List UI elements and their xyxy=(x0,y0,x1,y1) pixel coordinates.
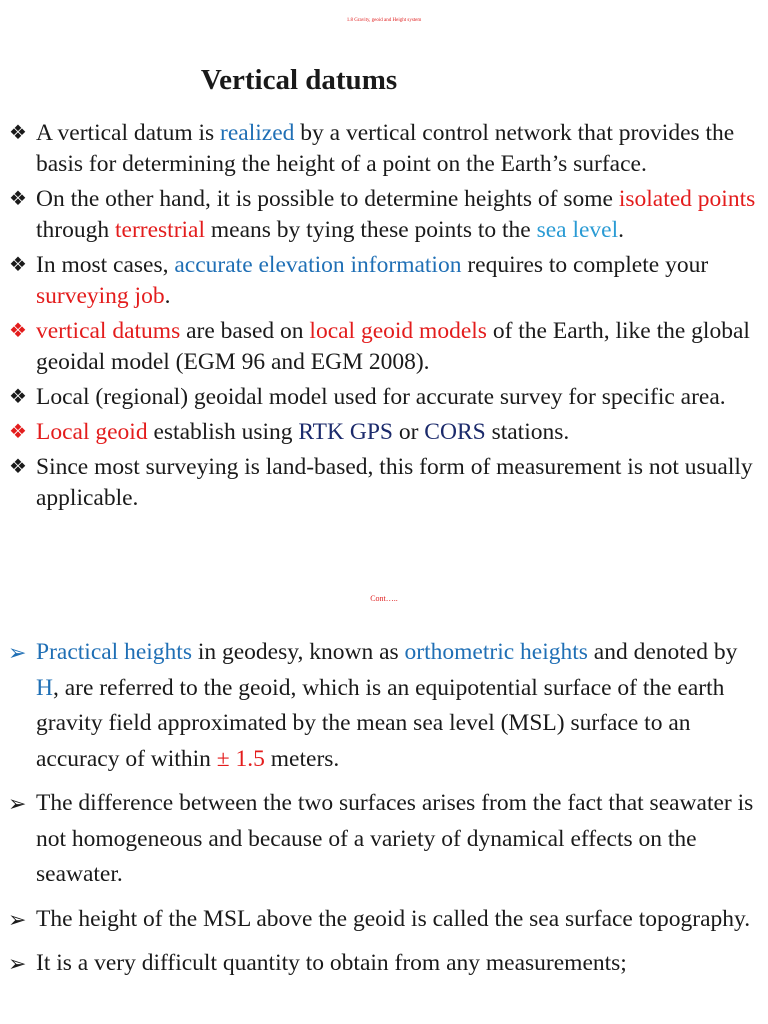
bullet-text: RTK GPS xyxy=(298,419,393,445)
bullet-text: means by tying these points to the xyxy=(205,217,537,243)
bullet-text: in geodesy, known as xyxy=(191,639,405,665)
bullet-text: realized xyxy=(220,120,295,146)
slide-title: Vertical datums xyxy=(200,64,398,96)
bullet-item xyxy=(0,452,756,514)
bullet-item xyxy=(0,316,756,378)
bullet-text: surveying job xyxy=(36,283,165,309)
diamond-bullet-icon: ❖ xyxy=(9,421,27,443)
bullet-item xyxy=(0,902,756,938)
bullet-text: Local geoid xyxy=(36,419,148,445)
bullet-text: The height of the MSL above the geoid is called the sea surface topography. xyxy=(36,905,751,932)
bullet-text: H xyxy=(36,674,53,701)
bullet-text: through xyxy=(36,217,115,243)
cont-label: Cont….. xyxy=(370,594,398,603)
bullet-text: ± 1.5 xyxy=(216,745,265,772)
bullet-text: , are referred to the geoid, which is an equipotential surface of the earth gravity field approximated by the mean sea level (MSL) surface to an accuracy of within xyxy=(36,674,725,772)
diamond-bullet-icon: ❖ xyxy=(9,122,27,144)
bullet-list xyxy=(0,635,756,991)
bullet-text: and denoted by xyxy=(587,639,738,665)
bullet-text: by a vertical control network that provides the basis for determining the height of a point on the Earth’s surface. xyxy=(36,120,735,177)
arrow-bullet-icon: ➢ xyxy=(8,640,27,665)
bullet-item xyxy=(0,417,756,448)
bullet-text: accurate elevation information xyxy=(174,252,462,278)
bullet-text: terrestrial xyxy=(114,217,206,243)
arrow-bullet-icon: ➢ xyxy=(8,791,27,816)
diamond-bullet-icon: ❖ xyxy=(9,188,27,210)
bullet-item xyxy=(0,250,756,312)
bullet-text: Local (regional) geoidal model used for accurate survey for specific area. xyxy=(36,384,726,410)
bullet-text: On the other hand, it is possible to determine heights of some xyxy=(36,186,619,212)
bullet-text: . xyxy=(618,217,625,243)
arrow-bullet-icon: ➢ xyxy=(8,906,27,932)
bullet-text: Practical heights xyxy=(36,639,192,665)
bullet-item xyxy=(0,118,756,180)
bullet-text: In most cases, xyxy=(36,252,175,278)
bullet-text: stations. xyxy=(485,419,570,445)
bullet-text: . xyxy=(164,283,171,309)
bullet-list xyxy=(0,118,756,518)
bullet-text: isolated points xyxy=(618,186,756,212)
bullet-text: orthometric heights xyxy=(404,639,588,665)
bullet-text: meters. xyxy=(264,745,340,772)
bullet-text: are based on xyxy=(180,318,310,344)
bullet-text: of the Earth, like the global geoidal model (EGM 96 and EGM 2008). xyxy=(36,318,750,375)
bullet-text: establish using xyxy=(147,419,299,445)
slide-header: 1.8 Gravity, geoid and Height system xyxy=(346,18,422,23)
bullet-item xyxy=(0,946,756,982)
bullet-item xyxy=(0,635,756,777)
diamond-bullet-icon: ❖ xyxy=(9,386,27,408)
diamond-bullet-icon: ❖ xyxy=(9,456,27,478)
bullet-item xyxy=(0,382,756,413)
bullet-item xyxy=(0,786,756,893)
bullet-text: CORS xyxy=(424,419,486,445)
bullet-item xyxy=(0,184,756,246)
bullet-text: sea level xyxy=(536,217,619,243)
bullet-text: or xyxy=(392,419,425,445)
bullet-text: vertical datums xyxy=(36,318,181,344)
bullet-text: A vertical datum is xyxy=(36,120,221,146)
diamond-bullet-icon: ❖ xyxy=(9,320,27,342)
bullet-text: It is a very difficult quantity to obtain from any measurements; xyxy=(36,950,627,976)
bullet-text: Since most surveying is land-based, this form of measurement is not usually applicable. xyxy=(36,454,753,511)
bullet-text: requires to complete your xyxy=(461,252,709,278)
arrow-bullet-icon: ➢ xyxy=(8,951,27,976)
slide-continued xyxy=(0,580,768,1024)
bullet-text: The difference between the two surfaces arises from the fact that seawater is not homogeneous and because of a variety of dynamical effects on the seawater. xyxy=(36,790,754,887)
bullet-text: local geoid models xyxy=(309,318,487,344)
diamond-bullet-icon: ❖ xyxy=(9,254,27,276)
